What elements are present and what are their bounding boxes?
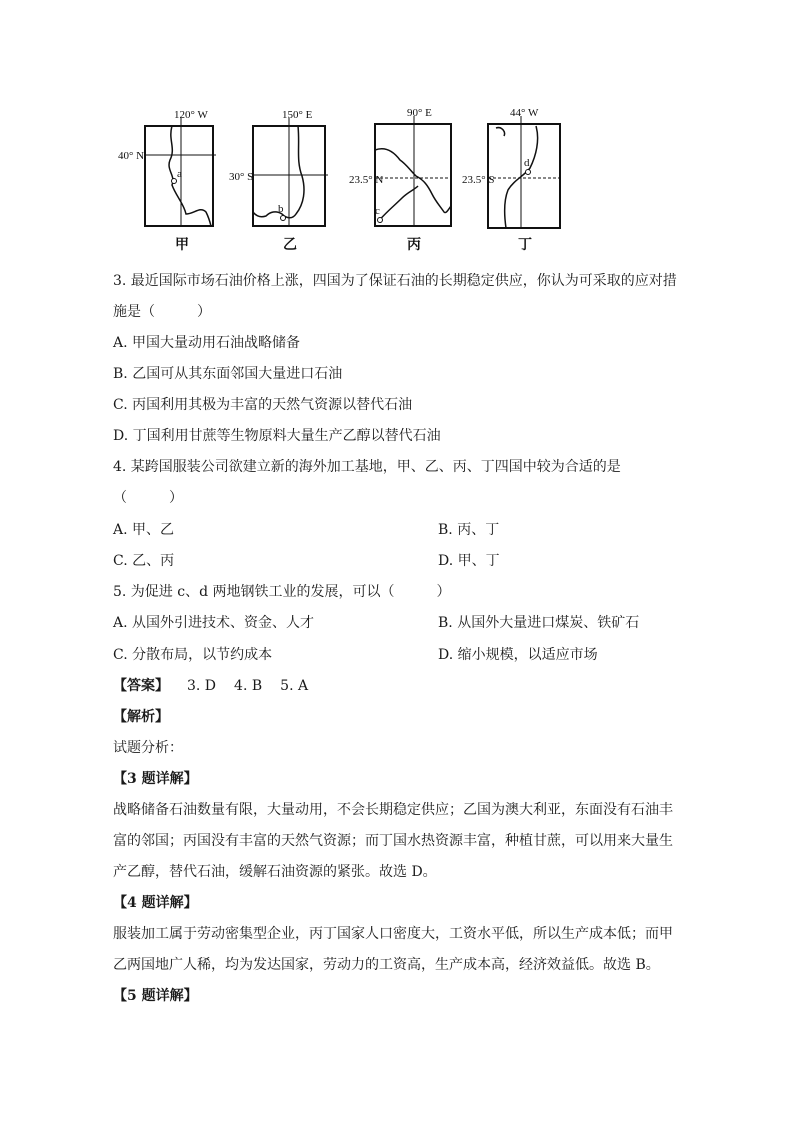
q5-option-d: D. 缩小规模，以适应市场 — [438, 647, 598, 663]
q4-detail-line1: 服装加工属于劳动密集型企业，丙丁国家人口密度大，工资水平低，所以生产成本低；而甲 — [113, 926, 673, 942]
q5-stem: 5. 为促进 c、d 两地钢铁工业的发展，可以（ ） — [113, 584, 451, 600]
answer-q5: 5. A — [280, 678, 309, 694]
answer-q4: 4. B — [234, 678, 263, 694]
map-yi-lat: 30° S — [229, 171, 254, 183]
q3-option-b: B. 乙国可从其东面邻国大量进口石油 — [113, 366, 343, 382]
map-bing-lon: 90° E — [407, 107, 432, 119]
q4-stem-line1: 4. 某跨国服装公司欲建立新的海外加工基地，甲、乙、丙、丁四国中较为合适的是 — [113, 459, 621, 475]
q5-detail-heading: 【5 题详解】 — [113, 988, 198, 1004]
map-yi-caption: 乙 — [283, 237, 297, 253]
map-jia-point: a — [177, 168, 182, 180]
answer-q3: 3. D — [187, 678, 217, 694]
q4-option-a: A. 甲、乙 — [113, 522, 175, 538]
q3-stem-line2: 施是（ ） — [113, 304, 211, 320]
q3-detail-line2: 富的邻国；丙国没有丰富的天然气资源；而丁国水热资源丰富，种植甘蔗，可以用来大量生 — [113, 833, 673, 849]
map-ding-caption: 丁 — [518, 237, 532, 253]
answer-line — [113, 676, 326, 696]
q4-detail-line2: 乙两国地广人稀，均为发达国家，劳动力的工资高，生产成本高，经济效益低。故选 B。 — [113, 957, 660, 973]
maps-svg — [0, 0, 794, 260]
answer-label: 【答案】 — [113, 678, 169, 694]
q3-detail-heading: 【3 题详解】 — [113, 771, 198, 787]
map-bing-lat: 23.5° N — [349, 174, 384, 186]
q5-option-a: A. 从国外引进技术、资金、人才 — [113, 615, 315, 631]
map-bing-caption: 丙 — [407, 237, 421, 253]
map-ding-point: d — [524, 157, 530, 169]
map-jia — [118, 109, 216, 253]
q3-detail-line1: 战略储备石油数量有限，大量动用，不会长期稳定供应；乙国为澳大利亚，东面没有石油丰 — [113, 802, 673, 818]
q4-stem-line2: （ ） — [113, 490, 183, 506]
map-bing-point: c — [375, 205, 380, 217]
q4-option-b: B. 丙、丁 — [438, 522, 500, 538]
q3-detail-line3: 产乙醇，替代石油，缓解石油资源的紧张。故选 D。 — [113, 864, 437, 880]
map-jia-lon: 120° W — [174, 109, 208, 121]
maps-figure — [0, 0, 794, 260]
q3-stem-line1: 3. 最近国际市场石油价格上涨，四国为了保证石油的长期稳定供应，你认为可采取的应对措 — [113, 273, 677, 289]
map-yi-lon: 150° E — [282, 109, 313, 121]
q5-option-b: B. 从国外大量进口煤炭、铁矿石 — [438, 615, 640, 631]
q5-option-c: C. 分散布局，以节约成本 — [113, 647, 273, 663]
map-yi — [229, 109, 328, 253]
map-jia-lat: 40° N — [118, 150, 145, 162]
q3-option-a: A. 甲国大量动用石油战略储备 — [113, 335, 301, 351]
q3-option-c: C. 丙国利用其极为丰富的天然气资源以替代石油 — [113, 397, 413, 413]
q4-option-c: C. 乙、丙 — [113, 553, 175, 569]
q3-option-d: D. 丁国利用甘蔗等生物原料大量生产乙醇以替代石油 — [113, 428, 441, 444]
map-ding-lon: 44° W — [510, 107, 539, 119]
q4-detail-heading: 【4 题详解】 — [113, 895, 198, 911]
map-ding — [462, 107, 560, 253]
map-jia-caption: 甲 — [175, 237, 189, 253]
q4-option-d: D. 甲、丁 — [438, 553, 500, 569]
analysis-label: 【解析】 — [113, 709, 169, 725]
map-ding-lat: 23.5° S — [462, 174, 495, 186]
analysis-intro: 试题分析： — [113, 740, 183, 756]
map-bing — [349, 107, 451, 253]
map-yi-point: b — [278, 203, 284, 215]
